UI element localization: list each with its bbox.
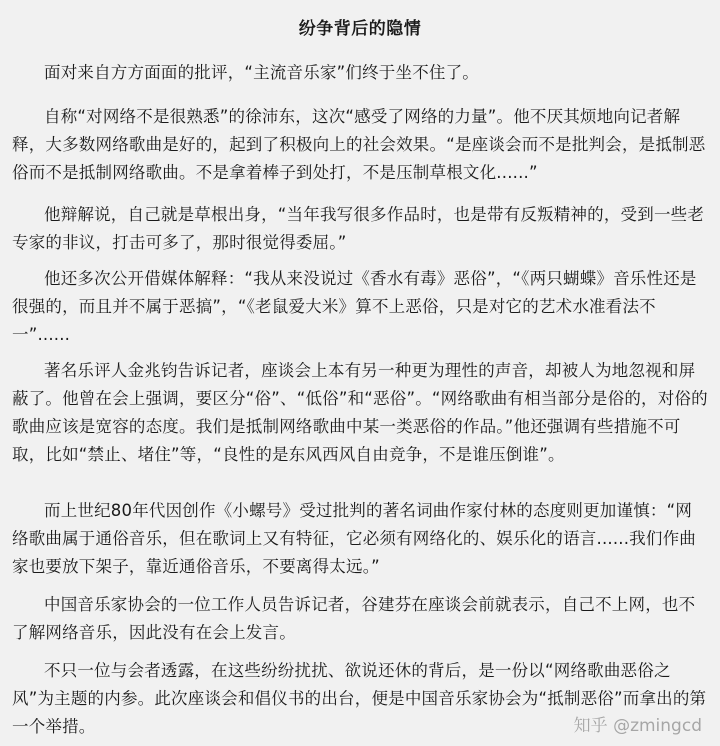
paragraph-4: 他还多次公开借媒体解释：“我从来没说过《香水有毒》恶俗”，“《两只蝴蝶》音乐性还是很强的，而且并不属于恶搞”，“《老鼠爱大米》算不上恶俗，只是对它的艺术水准看法不一”...... [12, 269, 697, 344]
paragraph-8: 不只一位与会者透露，在这些纷纷扰扰、欲说还休的背后，是一份以“网络歌曲恶俗之风”为主题的内参。此次座谈会和倡仪书的出台，便是中国音乐家协会为“抵制恶俗”而拿出的第一个举措。 [12, 661, 707, 736]
zhihu-watermark: 知乎 @zmingcd [573, 716, 702, 736]
paragraph-5: 著名乐评人金兆钧告诉记者，座谈会上本有另一种更为理性的声音，却被人为地忽视和屏蔽了。他曾在会上强调，要区分“俗”、“低俗”和“恶俗”。“网络歌曲有相当部分是俗的，对俗的歌曲应该是宽容的态度。我们是抵制网络歌曲中某一类恶俗的作品。”他还强调有些措施不可取，比如“禁止、堵住”等，“良性的是东风西风自由竞争，不是谁压倒谁”。 [12, 361, 708, 464]
paragraph-2: 自称“对网络不是很熟悉”的徐沛东，这次“感受了网络的力量”。他不厌其烦地向记者解释，大多数网络歌曲是好的，起到了积极向上的社会效果。“是座谈会而不是批判会，是抵制恶俗而不是抵制网络歌曲。不是拿着棒子到处打，不是压制草根文化......” [12, 107, 706, 182]
article-title: 纷争背后的隐情 [298, 19, 422, 39]
paragraph-7: 中国音乐家协会的一位工作人员告诉记者，谷建芬在座谈会前就表示，自己不上网，也不了解网络音乐，因此没有在会上发言。 [12, 595, 696, 642]
paragraph-1: 面对来自方方面面的批评，“主流音乐家”们终于坐不住了。 [44, 63, 479, 82]
paragraph-6: 而上世纪80年代因创作《小螺号》受过批判的著名词曲作家付林的态度则更加谨慎：“网络歌曲属于通俗音乐，但在歌词上又有特征，它必须有网络化的、娱乐化的语言......我们作曲家也要放下架子，靠近通俗音乐，不要离得太远。” [12, 501, 696, 576]
paragraph-3: 他辩解说，自己就是草根出身，“当年我写很多作品时，也是带有反叛精神的，受到一些老专家的非议，打击可多了，那时很觉得委屈。” [12, 205, 705, 252]
